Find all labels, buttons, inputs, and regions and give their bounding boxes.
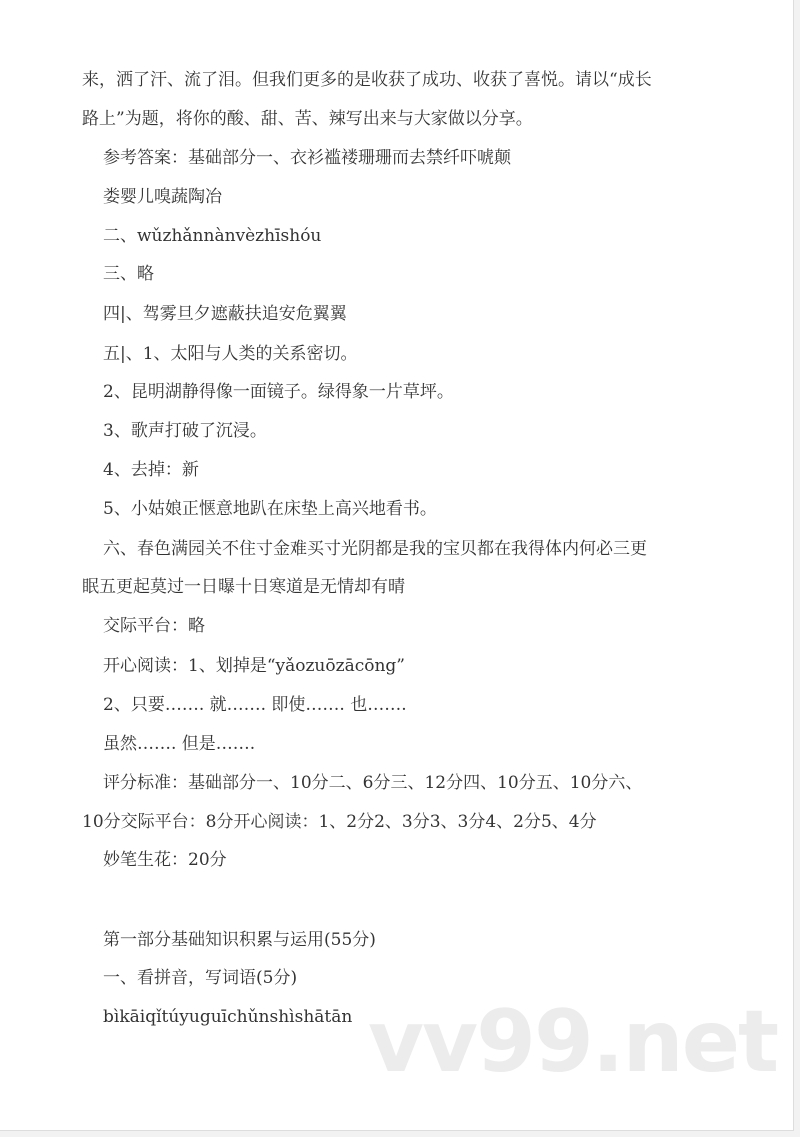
question-heading: 一、看拼音，写词语(5分) [103,968,298,988]
paragraph-line: 评分标准：基础部分一、10分二、6分三、12分四、10分五、10分六、 [103,773,643,793]
paragraph-line: 三、略 [103,264,154,284]
paragraph-line: 开心阅读：1、划掉是“yǎozuōzācōng” [103,656,405,676]
paragraph-line: 六、春色满园关不住寸金难买寸光阴都是我的宝贝都在我得体内何必三更 [103,539,647,559]
paragraph-line: 五|、1、太阳与人类的关系密切。 [103,344,358,364]
section-heading: 第一部分基础知识积累与运用(55分) [103,930,376,950]
paragraph-line: 3、歌声打破了沉浸。 [103,421,267,441]
paragraph-line: 四|、驾雾旦夕遮蔽扶追安危翼翼 [103,304,347,324]
paragraph-line: 10分交际平台：8分开心阅读：1、2分2、3分3、3分4、2分5、4分 [82,812,597,832]
pinyin-line: bìkāiqǐtúyuguīchǔnshìshātān [103,1007,353,1027]
paragraph-line: 二、wǔzhǎnnànvèzhīshóu [103,226,322,246]
paragraph-line: 2、只要……. 就……. 即使……. 也……. [103,695,407,715]
paragraph-line: 4、去掉：新 [103,460,199,480]
paragraph-line: 娄婴儿嗅蔬陶冶 [103,187,222,207]
paragraph-line: 来，洒了汗、流了泪。但我们更多的是收获了成功、收获了喜悦。请以“成长 [82,70,652,90]
paragraph-line: 5、小姑娘正惬意地趴在床垫上高兴地看书。 [103,499,437,519]
watermark: vv99.net [368,992,778,1092]
paragraph-line: 交际平台：略 [103,616,205,636]
answer-heading: 参考答案：基础部分一、衣衫褴褛珊珊而去禁纤吓唬颠 [103,148,511,168]
paragraph-line: 虽然……. 但是……. [103,734,256,754]
paragraph-line: 眠五更起莫过一日曝十日寒道是无情却有晴 [82,577,405,597]
paragraph-line: 2、昆明湖静得像一面镜子。绿得象一片草坪。 [103,382,454,402]
paragraph-line: 妙笔生花：20分 [103,850,227,870]
paragraph-line: 路上”为题，将你的酸、甜、苦、辣写出来与大家做以分享。 [82,109,533,129]
